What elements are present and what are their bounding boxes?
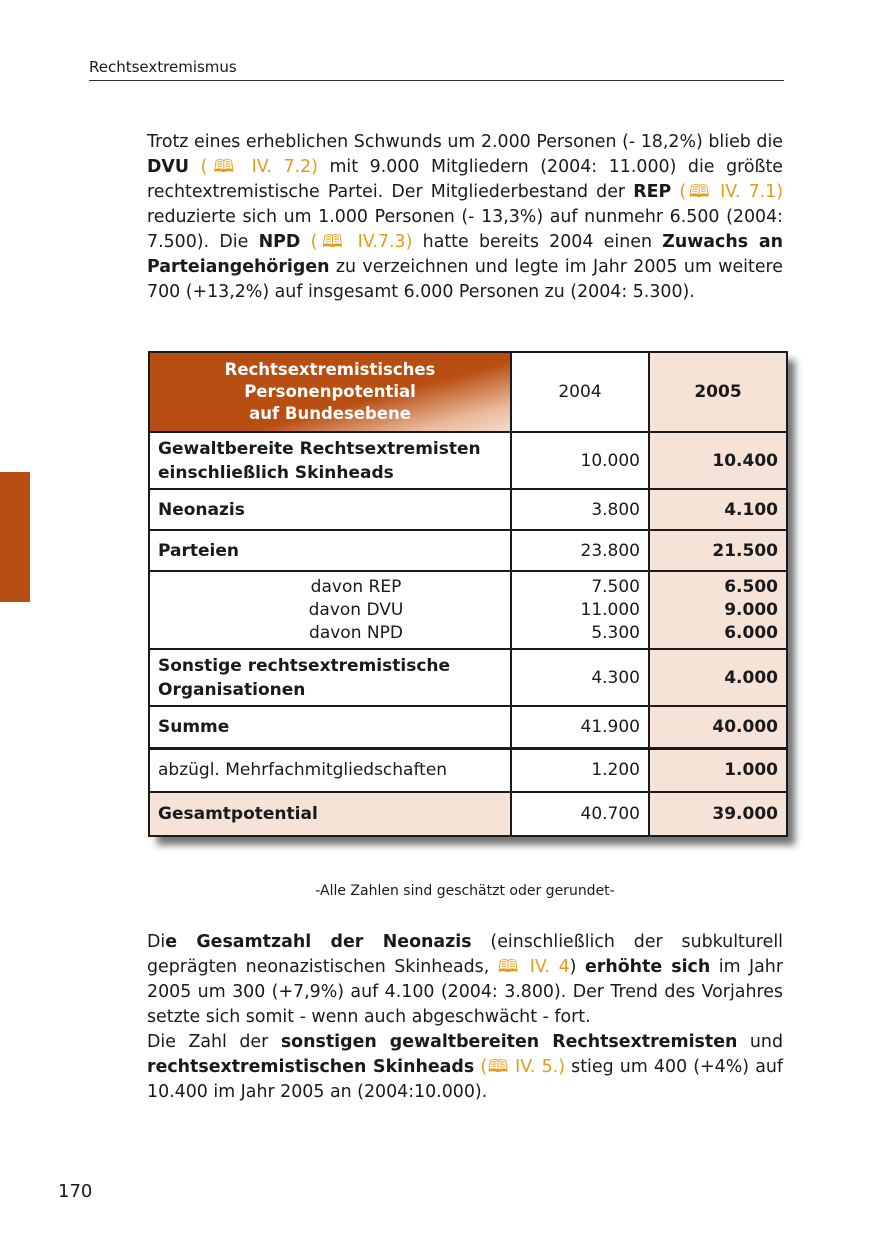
table-header-title: Rechtsextremistisches Personenpotential auf Bundesebene: [149, 352, 511, 432]
running-head: Rechtsextremismus: [89, 58, 784, 81]
value-2005: 39.000: [649, 792, 787, 836]
table-row: [149, 489, 787, 530]
value-2004: 4.300: [511, 649, 649, 706]
table-row-subparties: [149, 571, 787, 649]
chapter-side-tab: [0, 472, 30, 602]
paragraph-parties: Trotz eines erheblichen Schwunds um 2.000 Personen (- 18,2%) blieb die DVU (🕮 IV. 7.2) mit 9.000 Mitgliedern (2004: 11.000) die größte rechtextremistische Partei. Der Mitgliederbestand der REP (🕮 IV. 7.1) reduzierte sich um 1.000 Personen (- 13,3%) auf nunmehr 6.500 (2004: 7.500). Die NPD (🕮 IV.7.3) hatte bereits 2004 einen Zuwachs an Parteiangehörigen zu verzeichnen und legte im Jahr 2005 um weitere 700 (+13,2%) auf insgesamt 6.000 Personen zu (2004: 5.300).: [147, 132, 784, 302]
column-header-2005: 2005: [649, 352, 787, 432]
table-row-total: [149, 792, 787, 836]
value-2005: 1.000: [649, 748, 787, 792]
value-2005: 10.400: [649, 432, 787, 489]
potential-table: [148, 351, 786, 836]
row-label: Summe: [149, 706, 511, 748]
value-2004: 23.800: [511, 530, 649, 571]
row-label: Sonstige rechtsextremistische Organisationen: [149, 649, 511, 706]
subparty-labels: davon REP davon DVU davon NPD: [149, 571, 511, 649]
value-2005: 21.500: [649, 530, 787, 571]
value-2005: 4.000: [649, 649, 787, 706]
value-2005: 4.100: [649, 489, 787, 530]
row-label: Gesamtpotential: [149, 792, 511, 836]
row-label: abzügl. Mehrfachmitgliedschaften: [149, 748, 511, 792]
value-2004: 40.700: [511, 792, 649, 836]
reference-link-rep[interactable]: (🕮 IV. 7.1): [671, 182, 784, 202]
paragraph-skinheads: Die Zahl der sonstigen gewaltbereiten Rechtsextremisten und rechtsextremistischen Skinheads (🕮 IV. 5.) stieg um 400 (+4%) auf 10.400 im Jahr 2005 an (2004:10.000).: [147, 1032, 784, 1102]
table-row: [149, 706, 787, 748]
paragraph-neonazis: Die Gesamtzahl der Neonazis (einschließlich der subkulturell geprägten neonazistischen Skinheads, 🕮 IV. 4) erhöhte sich im Jahr 2005 um 300 (+7,9%) auf 4.100 (2004: 3.800). Der Trend des Vorjahres setzte sich somit - wenn auch abgeschwächt - fort.: [147, 932, 783, 1027]
reference-link-dvu[interactable]: (🕮 IV. 7.2): [189, 157, 318, 177]
reference-link-npd[interactable]: (🕮 IV.7.3): [300, 232, 413, 252]
subparty-values-2004: 7.500 11.000 5.300: [511, 571, 649, 649]
row-label: Gewaltbereite Rechtsextremisten einschließlich Skinheads: [149, 432, 511, 489]
column-header-2004: 2004: [511, 352, 649, 432]
table-caption: -Alle Zahlen sind geschätzt oder gerundet-: [315, 883, 615, 899]
subparty-values-2005: 6.500 9.000 6.000: [649, 571, 787, 649]
value-2004: 1.200: [511, 748, 649, 792]
table-header-row: [149, 352, 787, 432]
value-2004: 41.900: [511, 706, 649, 748]
value-2004: 10.000: [511, 432, 649, 489]
reference-link-neonazis[interactable]: 🕮 IV. 4: [497, 957, 570, 977]
row-label: Neonazis: [149, 489, 511, 530]
value-2005: 40.000: [649, 706, 787, 748]
value-2004: 3.800: [511, 489, 649, 530]
table-row: [149, 748, 787, 792]
page-number: 170: [58, 1181, 93, 1202]
table-row: [149, 530, 787, 571]
reference-link-skinheads[interactable]: (🕮 IV. 5.): [474, 1057, 565, 1077]
row-label: Parteien: [149, 530, 511, 571]
table-row: [149, 432, 787, 489]
table-row: [149, 649, 787, 706]
